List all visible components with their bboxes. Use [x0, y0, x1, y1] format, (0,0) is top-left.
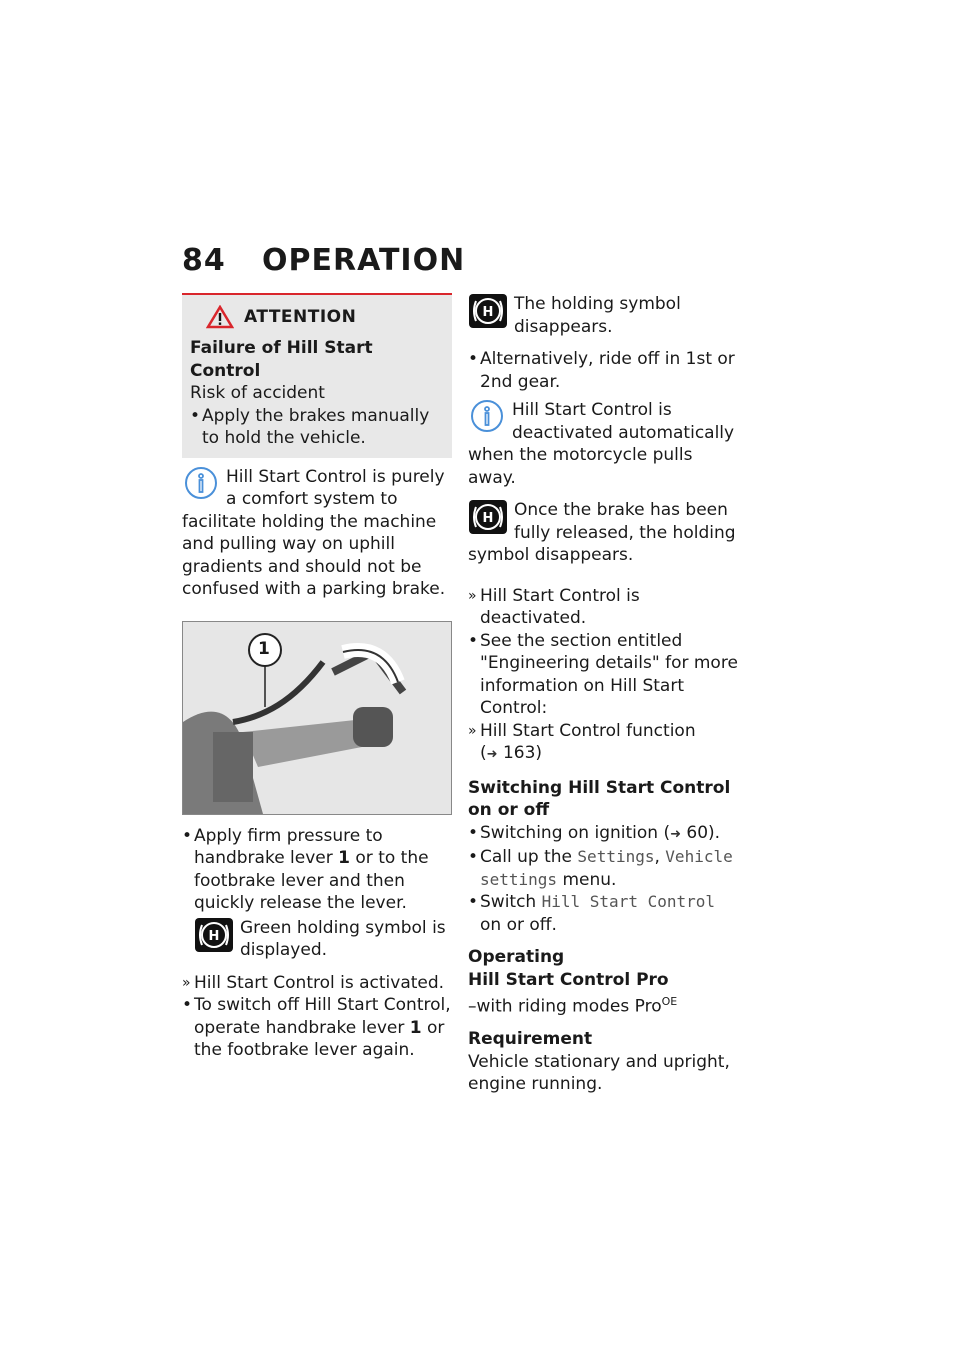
green-symbol-text: Green holding symbol is displayed.: [240, 917, 446, 960]
warning-icon: [206, 305, 234, 329]
list-item: • Alternatively, ride off in 1st or 2nd gear.: [468, 348, 740, 393]
list-item: • Switch Hill Start Control on or off.: [468, 891, 740, 936]
info-icon: [468, 399, 506, 433]
list-item: • Switching on ignition (➜ 60).: [468, 822, 740, 847]
attention-label: ATTENTION: [244, 306, 357, 327]
handlebar-illustration: [183, 622, 451, 814]
info-text: Hill Start Control is purely a comfort system to facilitate holding the machine and pulling way on uphill gradients and should not be confused with a parking brake.: [182, 466, 446, 599]
list-item: • Apply firm pressure to handbrake lever 1 or to the footbrake lever and then quickly release the lever.: [182, 825, 452, 915]
left-column: [182, 293, 452, 1062]
symbol-paragraph: H The holding symbol disappears.: [468, 293, 740, 338]
attention-title: Failure of Hill Start Control: [190, 338, 373, 381]
requirement-heading: Requirement: [468, 1029, 593, 1050]
list-item: • Call up the Settings, Vehicle settings menu.: [468, 846, 740, 891]
holding-symbol-icon: [468, 499, 508, 535]
page-ref-arrow-icon: ➜: [670, 826, 681, 842]
holding-symbol-icon: [468, 293, 508, 329]
info-paragraph: [182, 466, 452, 601]
list-item: • See the section entitled "Engineering details" for more information on Hill Start Control:: [468, 630, 740, 720]
symbol-paragraph: H Once the brake has been fully released, the holding symbol disappears.: [468, 500, 736, 565]
svg-text:H: H: [208, 928, 220, 944]
attention-risk: Risk of accident: [190, 383, 325, 403]
result-item: » Hill Start Control function (➜ 163): [468, 720, 740, 767]
info-icon: [182, 466, 220, 500]
section-heading: Hill Start Control Pro: [468, 969, 669, 990]
section-heading: Switching Hill Start Control on or off: [468, 777, 731, 820]
svg-text:H: H: [482, 511, 494, 526]
right-column: [468, 293, 740, 1096]
page-ref-arrow-icon: ➜: [486, 747, 498, 762]
page-number: 84: [182, 243, 226, 278]
figure-callout-label: 1: [258, 638, 270, 659]
holding-symbol-icon: [194, 917, 234, 953]
section-heading: Operating: [468, 947, 565, 967]
result-item: » Hill Start Control is deactivated.: [468, 585, 740, 630]
info-paragraph: Hill Start Control is deactivated automatically when the motorcycle pulls away.: [468, 400, 735, 488]
symbol-paragraph: [194, 917, 452, 962]
attention-bullet: • Apply the brakes manually to hold the vehicle.: [190, 405, 444, 450]
attention-box: [182, 293, 452, 458]
svg-text:H: H: [482, 305, 494, 320]
result-item: » Hill Start Control is activated.: [182, 972, 452, 995]
requirement-text: Vehicle stationary and upright, engine running.: [468, 1051, 730, 1095]
page-title: OPERATION: [262, 243, 466, 278]
riding-modes-note: –with riding modes Pro$^{OE}$: [468, 995, 678, 1017]
list-item: • To switch off Hill Start Control, operate handbrake lever 1 or the footbrake lever again.: [182, 994, 452, 1062]
handlebar-figure: [182, 621, 452, 815]
